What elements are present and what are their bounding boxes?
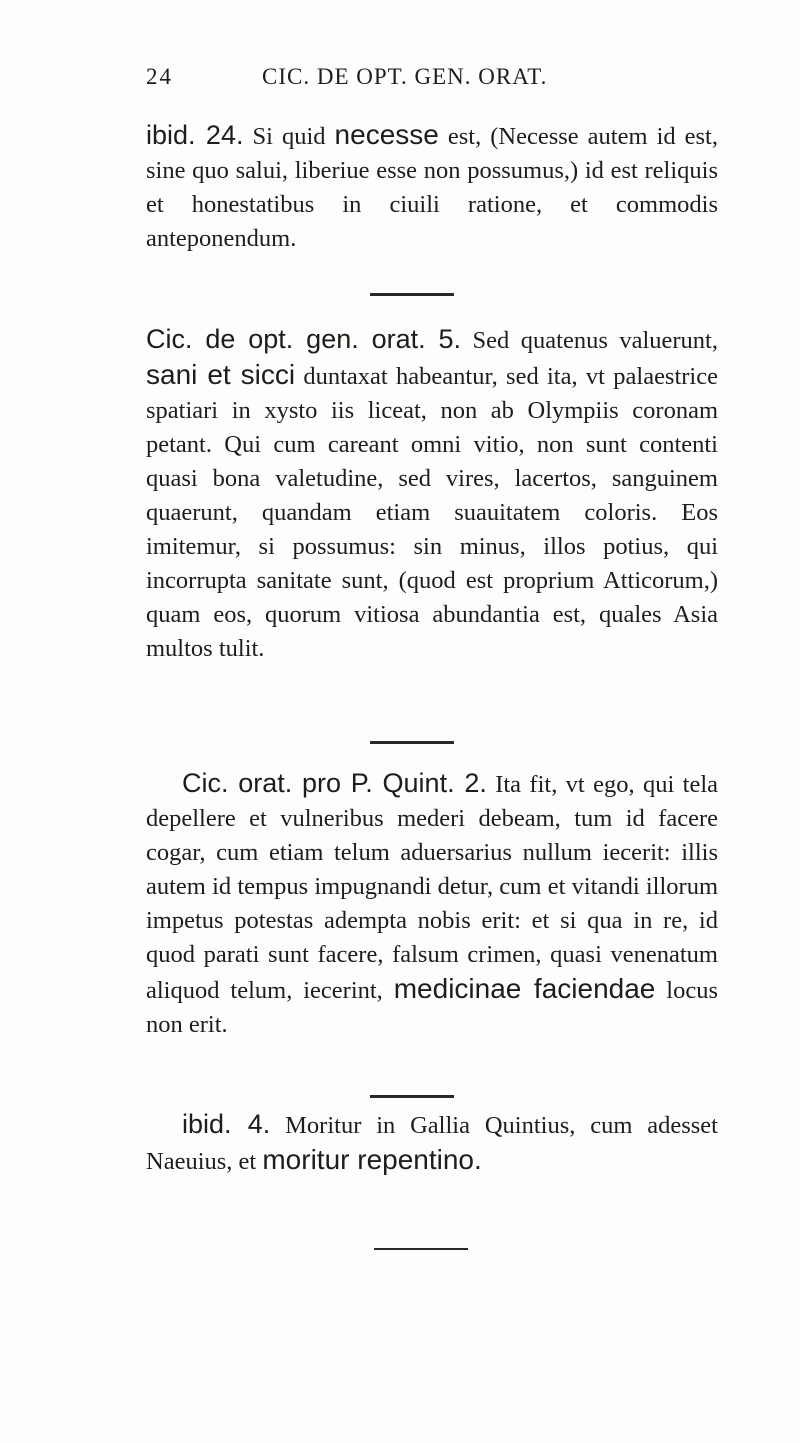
page-number: 24 (146, 64, 173, 89)
entry-reference: ibid. 4. (182, 1109, 271, 1139)
running-title: CIC. DE OPT. GEN. ORAT. (262, 64, 548, 89)
entry-text: duntaxat habeantur, sed ita, vt palaestrice spatiari in xysto iis liceat, non ab Olympiis coronam petant. Qui cum careant omni vitio, non sunt contenti quasi bona valetudine, sed vires, lacertos, sanguinem quaerunt, quandam etiam suauitatem coloris. Eos imitemur, si possumus: sin minus, illos potius, qui incorrupta sanitate sunt, (quod est proprium Atticorum,) quam eos, quorum vitiosa abundantia est, quales Asia multos tulit. (146, 363, 718, 662)
entry-cic-orat-pro-quint (146, 766, 718, 1042)
entry-reference: ibid. 24. (146, 120, 244, 150)
entry-text: Ita fit, vt ego, qui tela depellere et vulneribus mederi debeam, tum id facere cogar, cum etiam telum aduersarius nullum iecerit: illis autem id tempus impugnandi detur, cum et vitandi illorum impetus potestas adempta nobis erit: et si qua in re, id quod parati sunt facere, falsum crimen, quasi venenatum aliquod telum, iecerint, (146, 771, 719, 1004)
entry-ibid-4 (146, 1107, 718, 1179)
entry-text: est, (Necesse autem id est, sine quo salui, liberiue esse non possumus,) id est reliquis et honestatibus in ciuili ratione, et commodis anteponendum. (146, 123, 718, 252)
entry-text: Sed quatenus valuerunt, (472, 327, 718, 354)
entry-ibid-24 (146, 118, 718, 256)
running-head (146, 64, 706, 94)
entry-keyword: medicinae faciendae (393, 973, 656, 1004)
section-divider (374, 1248, 468, 1250)
entry-cic-de-opt-gen-orat (146, 322, 718, 666)
section-divider (370, 1095, 454, 1098)
entry-keyword: sani et sicci (146, 359, 296, 390)
entry-keyword: moritur repentino. (262, 1144, 482, 1175)
entry-keyword: necesse (334, 119, 439, 150)
entry-text: locus non erit. (146, 977, 719, 1038)
entry-text: Moritur in Gallia Quintius, cum adesset Naeuius, et (146, 1112, 718, 1175)
section-divider (370, 741, 454, 744)
entry-reference: Cic. de opt. gen. orat. 5. (146, 324, 462, 354)
section-divider (370, 293, 454, 296)
entry-text: Si quid (252, 123, 326, 150)
entry-reference: Cic. orat. pro P. Quint. 2. (182, 768, 487, 798)
